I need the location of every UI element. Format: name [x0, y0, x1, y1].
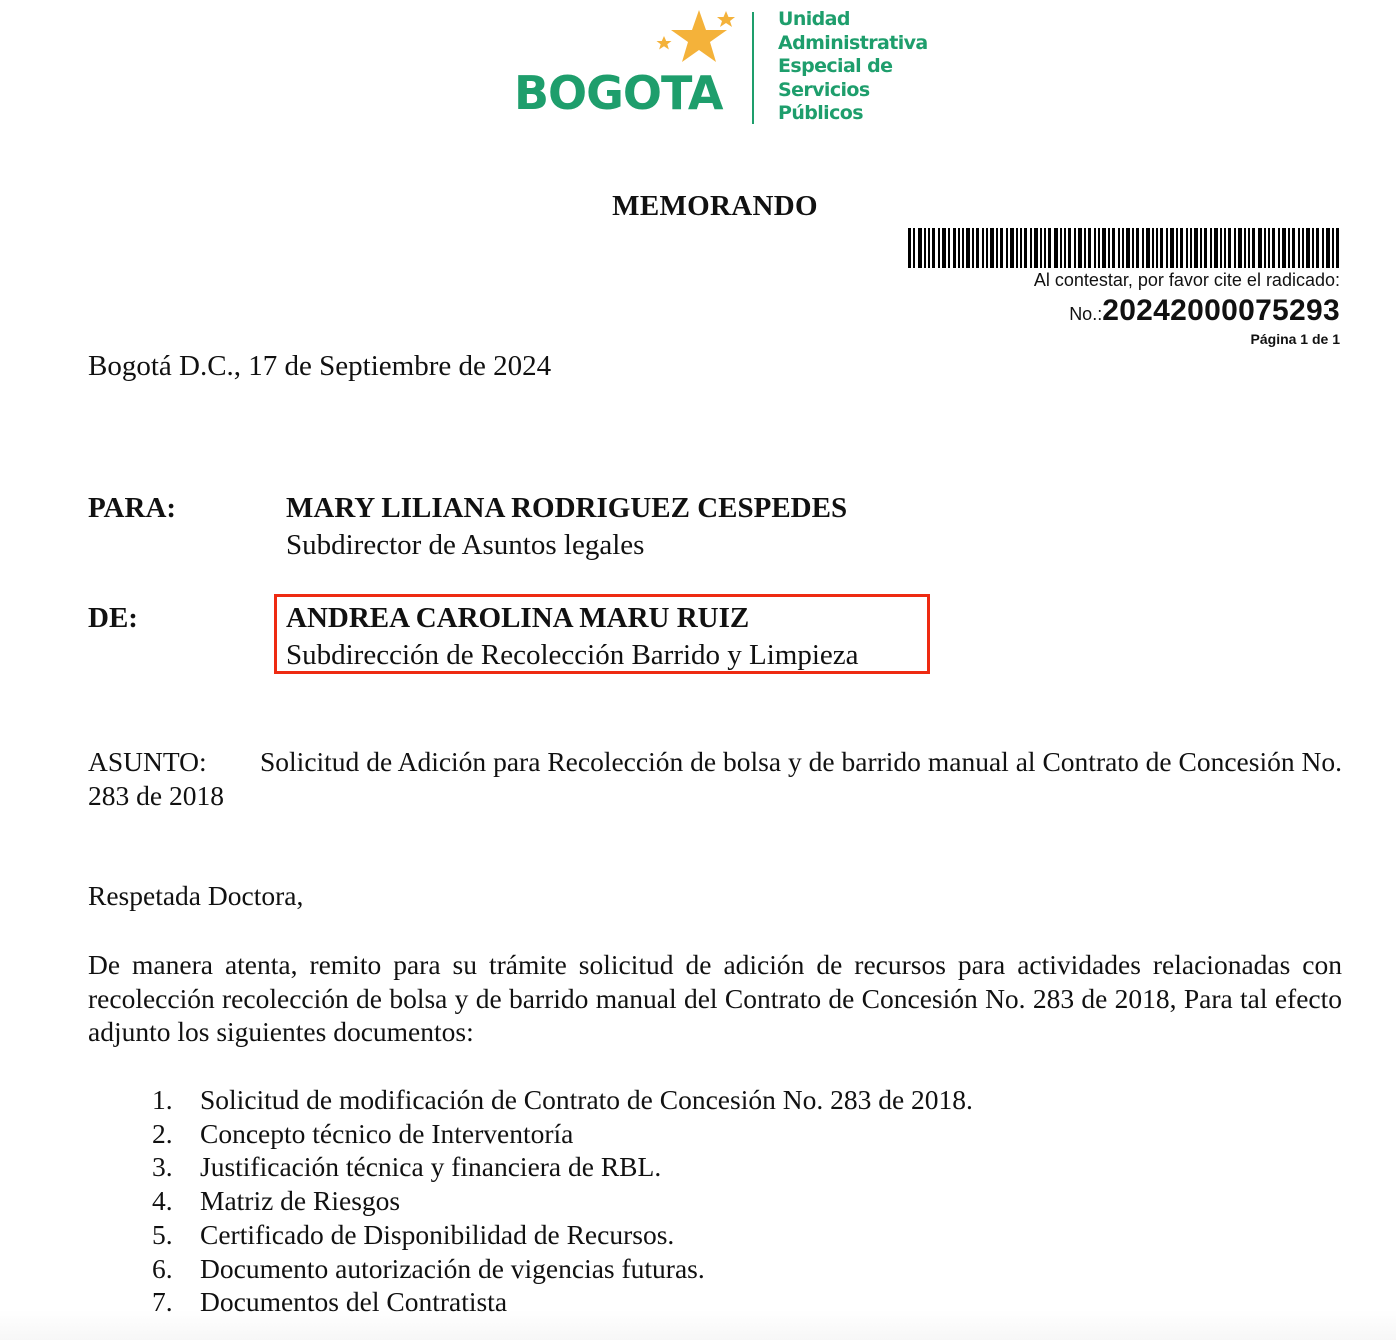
- para-label: PARA:: [88, 492, 177, 524]
- logo-org-name: Unidad Administrativa Especial de Servicios Públicos: [778, 8, 928, 125]
- page-number: Página 1 de 1: [1250, 331, 1340, 347]
- asunto-label: ASUNTO:: [88, 746, 207, 777]
- de-label: DE:: [88, 602, 138, 634]
- document-date: Bogotá D.C., 17 de Septiembre de 2024: [88, 350, 552, 382]
- list-item: 5. Certificado de Disponibilidad de Recursos.: [152, 1218, 675, 1250]
- logo-wordmark: BOGOTA: [514, 66, 723, 120]
- list-item: 4. Matriz de Riesgos: [152, 1185, 401, 1217]
- asunto-text: Solicitud de Adición para Recolección de bolsa y de barrido manual al Contrato de Concesión No. 283 de 2018: [88, 746, 1342, 811]
- greeting: Respetada Doctora,: [88, 880, 304, 911]
- stars-icon: [654, 8, 744, 68]
- para-name: MARY LILIANA RODRIGUEZ CESPEDES: [286, 492, 848, 524]
- list-item: 2. Concepto técnico de Interventoría: [152, 1117, 574, 1149]
- de-role: Subdirección de Recolección Barrido y Limpieza: [286, 639, 859, 671]
- radicado-number-value: 20242000075293: [1102, 294, 1340, 327]
- radicado-number-label: No.:: [1069, 304, 1103, 324]
- list-item: 1. Solicitud de modificación de Contrato de Concesión No. 283 de 2018.: [152, 1084, 973, 1115]
- logo-divider: [752, 12, 754, 124]
- bogota-uaesp-logo: [514, 8, 928, 128]
- document-title: MEMORANDO: [612, 190, 818, 222]
- body-paragraph: De manera atenta, remito para su trámite solicitud de adición de recursos para actividades relacionadas con recolección recolección de bolsa y de barrido manual del Contrato de Concesión No. 283 de 2018, Para tal efecto adjunto los siguientes documentos:: [88, 949, 1342, 1047]
- para-role: Subdirector de Asuntos legales: [286, 529, 645, 561]
- list-item: 7. Documentos del Contratista: [152, 1286, 508, 1318]
- attached-documents-list: [152, 1083, 973, 1319]
- list-item: 6. Documento autorización de vigencias futuras.: [152, 1252, 705, 1284]
- list-item: 3. Justificación técnica y financiera de RBL.: [152, 1151, 662, 1183]
- barcode-icon: [908, 228, 1340, 268]
- asunto-section: [88, 745, 1342, 813]
- radicado-note: Al contestar, por favor cite el radicado:: [1033, 270, 1340, 290]
- de-name: ANDREA CAROLINA MARU RUIZ: [286, 602, 750, 634]
- radicado-number: [1069, 294, 1340, 328]
